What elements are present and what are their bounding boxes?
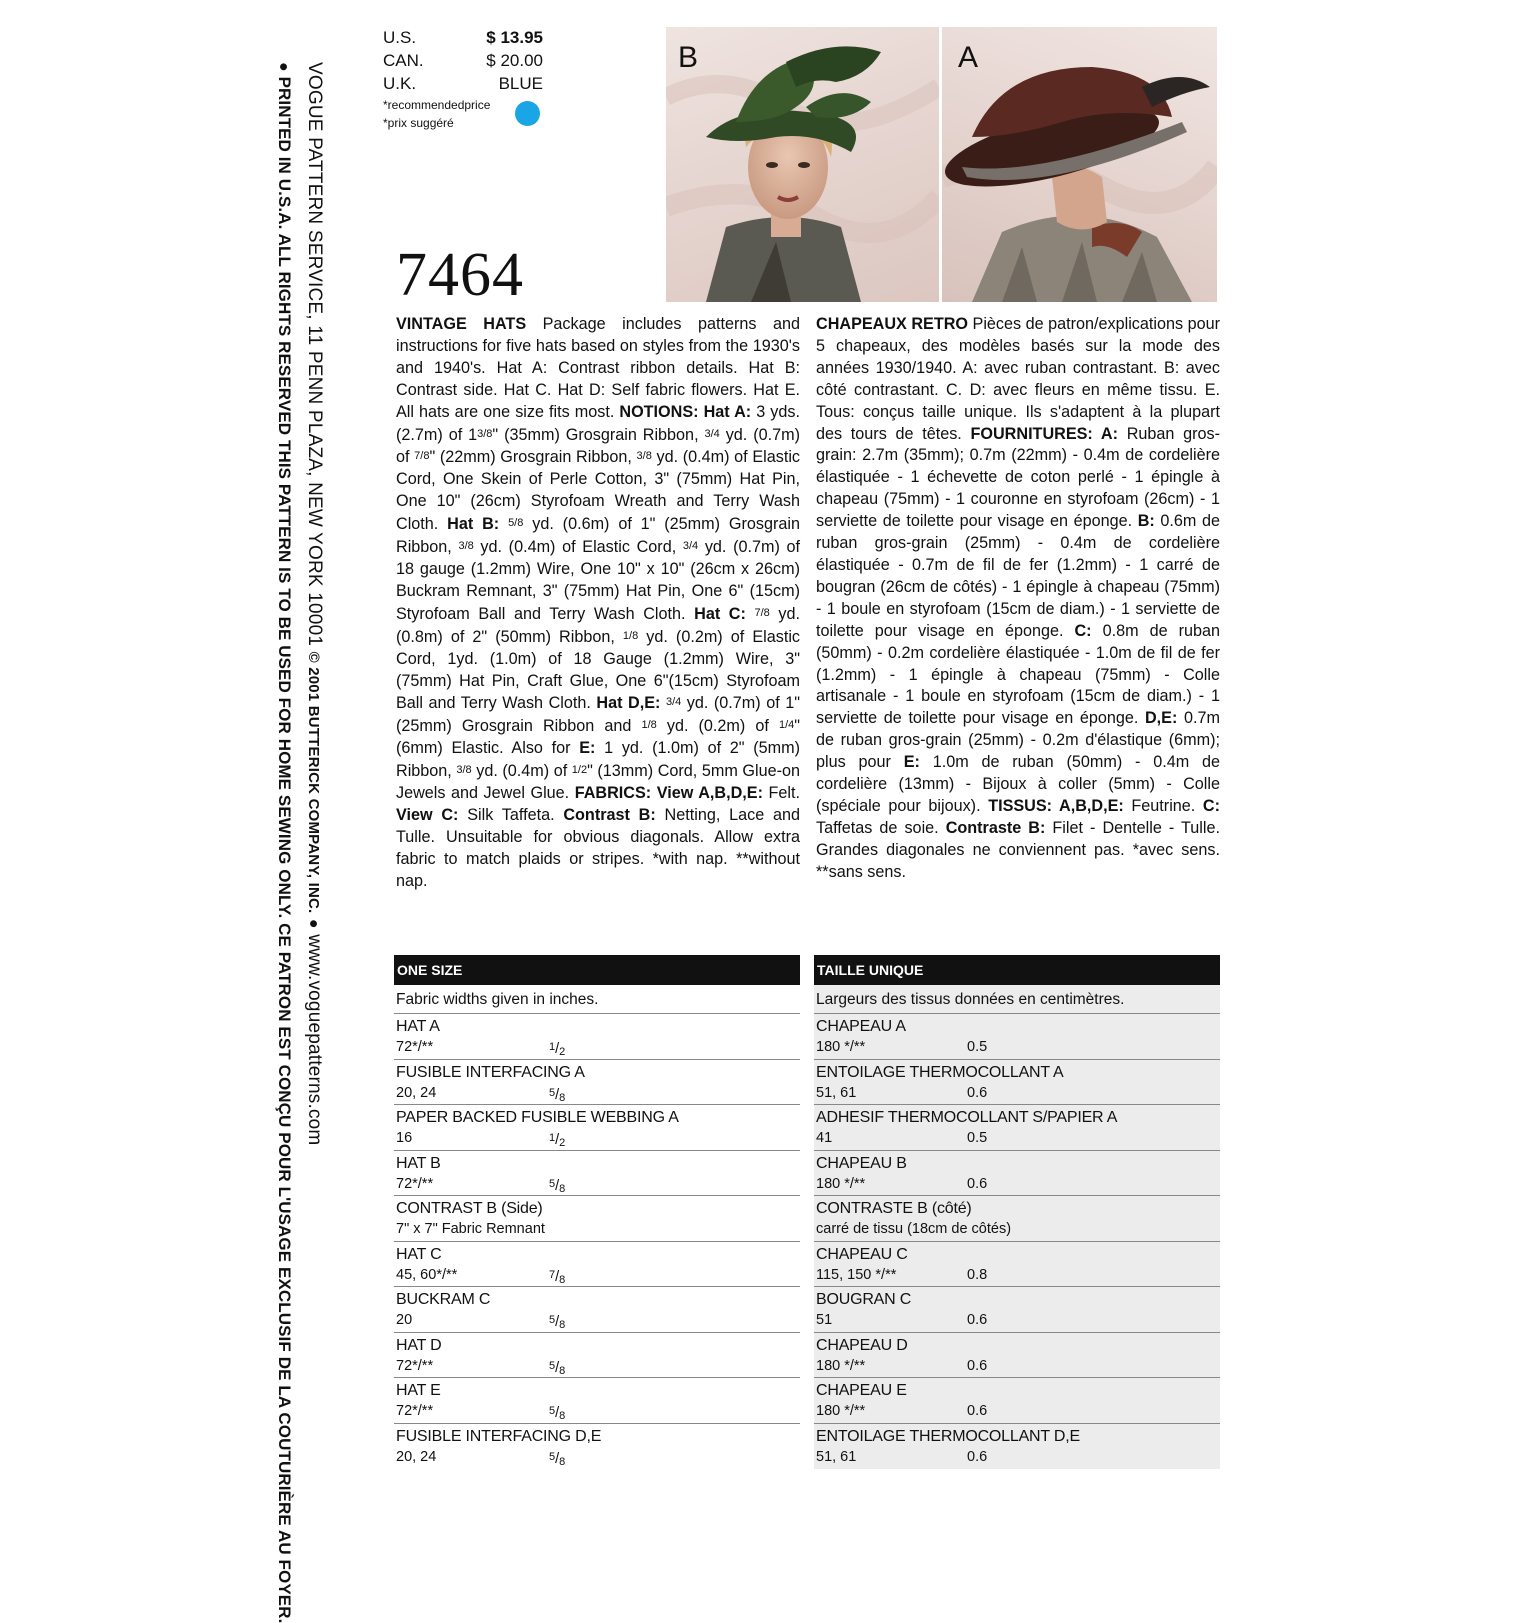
yardage-numerator: 5 (549, 1405, 556, 1417)
row-label: CONTRASTE B (côté) (816, 1200, 972, 1217)
desc-en-text: Silk Taffeta. (458, 805, 564, 824)
row-label: HAT B (396, 1154, 441, 1172)
price-uk-value: BLUE (498, 74, 543, 93)
photo-label-a: A (958, 41, 979, 74)
row-width: carré de tissu (18cm de côtés) (816, 1221, 1012, 1237)
row-label: HAT E (396, 1382, 441, 1399)
row-yardage (549, 1447, 565, 1472)
row-meters: 0.8 (967, 1266, 988, 1283)
desc-fr-e-label: E: (903, 753, 920, 772)
row-meters: 0.6 (967, 1175, 988, 1192)
table-row (394, 1242, 800, 1288)
desc-en-text: " (13mm) Cord, 5mm Glue-on Jewels and Jewel Glue. (396, 762, 800, 803)
desc-en-text: " (35mm) Grosgrain Ribbon, (492, 425, 705, 444)
desc-en-title: VINTAGE HATS (396, 315, 527, 333)
table-row (814, 1333, 1220, 1379)
desc-fr-text: 0.7m de ruban gros-grain (25mm) - 0.2m d'élastique (6mm); plus pour (816, 709, 1220, 772)
row-yardage (549, 1265, 565, 1290)
side-website[interactable]: www.voguepatterns.com (304, 934, 325, 1146)
table-row (814, 1060, 1220, 1106)
table-row (394, 1378, 800, 1424)
price-can-label: CAN. (383, 51, 424, 70)
desc-en-text: Netting, Lace and Tulle. Unsuitable for obvious diagonals. Allow extra fabric to match plaids or stripes. *with nap. **without nap. (396, 805, 800, 890)
table-widths-note: Fabric widths given in inches. (394, 985, 800, 1014)
fraction: 5/8 (508, 517, 524, 530)
description-french (816, 314, 1220, 884)
yardage-denominator: 8 (559, 1273, 566, 1286)
desc-en-notions-label: NOTIONS: (619, 402, 699, 421)
desc-fr-b-label: B: (1137, 512, 1155, 531)
row-yardage (549, 1174, 565, 1199)
desc-en-text: yd. (0.4m) of Elastic Cord, One Skein of Perle Cotton, 3" (75mm) Hat Pin, One 10" (26cm) Styrofoam Wreath and Terry Wash Cloth. (396, 448, 801, 534)
side-copyright: © 2001 BUTTERICK COMPANY, INC. (305, 651, 322, 914)
fraction-slash: / (555, 1086, 560, 1103)
row-label: CHAPEAU A (816, 1018, 906, 1035)
table-row (814, 1151, 1220, 1197)
fraction-slash: / (555, 1405, 560, 1421)
fraction-slash: / (555, 1132, 560, 1148)
description-english (396, 314, 800, 893)
yardage-table-french (814, 955, 1220, 1469)
rights-bullet-icon: ● (275, 62, 292, 72)
price-us-value: $ 13.95 (486, 28, 543, 47)
desc-en-text: yd. (0.7m) of 1" (25mm) Grosgrain Ribbon and (396, 694, 800, 736)
desc-en-hat-c-label: Hat C: (694, 604, 746, 623)
row-width: 20, 24 (396, 1448, 437, 1465)
row-label: PAPER BACKED FUSIBLE WEBBING A (396, 1109, 679, 1126)
row-label: FUSIBLE INTERFACING D,E (396, 1427, 602, 1445)
desc-en-text: yd. (0.8m) of 2" (50mm) Ribbon, (396, 604, 800, 646)
desc-fr-text: Ruban gros-grain: 2.7m (35mm); 0.7m (22mm) - 0.4m de cordelière élastiquée - 1 échevette de coton perlé - 1 épingle à chapeau (75mm) - 1 couronne en styrofoam (26cm) - 1 serviette de toilette pour visage en éponge. (816, 424, 1220, 531)
fraction: 3/8 (458, 540, 474, 553)
price-note-en: *recommendedprice (383, 98, 491, 112)
row-meters: 0.6 (967, 1448, 988, 1465)
yardage-numerator: 5 (549, 1450, 556, 1463)
yardage-numerator: 1 (549, 1041, 556, 1053)
table-row (394, 1196, 800, 1242)
row-label: CHAPEAU B (816, 1154, 907, 1172)
pattern-number: 7464 (396, 241, 524, 309)
side-rights: PRINTED IN U.S.A. ALL RIGHTS RESERVED THIS PATTERN IS TO BE USED FOR HOME SEWING ONLY. CE PATRON EST CONÇU POUR L'USAGE EXCLUSIF DE LA COUTURIÈRE AU FOYER. (275, 76, 294, 1623)
row-label: HAT D (396, 1336, 442, 1354)
row-width: 180 */** (816, 1039, 866, 1055)
table-row (814, 1196, 1220, 1242)
row-label: HAT A (396, 1018, 440, 1035)
yardage-numerator: 1 (549, 1132, 556, 1144)
table-row (814, 1242, 1220, 1288)
desc-fr-contraste-label: Contraste B: (945, 818, 1046, 837)
desc-en-text: Felt. (762, 784, 801, 803)
desc-fr-text: 0.6m de ruban gros-grain (25mm) - 0.4m de cordelière élastiquée - 0.7m de fil de fer (1.2mm) - 1 carré de bougran (26cm de côtés) - 1 épingle à chapeau (75mm) - 1 boule en styrofoam (15cm de diam.) - 1 serviette de toilette pour visage en éponge. (816, 512, 1220, 640)
desc-en-text: 1 yd. (1.0m) of 2" (5mm) Ribbon, (396, 739, 801, 781)
row-label: CHAPEAU E (816, 1382, 907, 1399)
desc-en-text: yd. (0.2m) of Elastic Cord, 1yd. (1.0m) of 18 Gauge (1.2mm) Wire, 3" (75mm) Hat Pin, Craft Glue, One 6"(15cm) Styrofoam Ball and Terry Wash Cloth. (396, 627, 801, 713)
desc-fr-c-label: C: (1074, 621, 1092, 640)
row-width: 180 */** (816, 1357, 866, 1374)
desc-en-intro: Package includes patterns and instructions for five hats based on styles from the 1930's and 1940's. Hat A: Contrast ribbon details. Hat B: Contrast side. Hat C. Hat D: Self fabric flowers. Hat E. All hats are one size fits most. (396, 315, 801, 421)
table-row (814, 1287, 1220, 1333)
table-row (394, 1105, 800, 1151)
desc-en-also-e-label: E: (579, 739, 596, 758)
desc-fr-intro: Pièces de patron/explications pour 5 chapeaux, des modèles basés sur la mode des années 1930/1940. A: avec ruban contrastant. B: avec côté contrastant. C. D: avec fleurs en même tissu. E. Tous: conçus taille unique. Ils s'adaptent à la plupart des tours de têtes. (816, 315, 1220, 443)
desc-fr-c2-label: C: (1202, 796, 1220, 815)
row-meters: 0.6 (967, 1084, 988, 1101)
fraction: 3/8 (477, 427, 493, 440)
desc-en-text: yd. (0.2m) of (656, 717, 779, 736)
yardage-denominator: 2 (559, 1137, 566, 1149)
desc-en-text: yd. (0.6m) of 1" (25mm) Grosgrain Ribbon, (396, 515, 800, 557)
row-width: 45, 60*/** (396, 1266, 458, 1283)
fraction: 7/8 (414, 450, 430, 463)
price-can-value: $ 20.00 (486, 51, 543, 70)
price-note-fr: *prix suggéré (383, 116, 454, 130)
yardage-table-english (394, 955, 800, 1469)
desc-en-text: yd. (0.4m) of Elastic Cord, (473, 538, 683, 557)
row-meters: 0.6 (967, 1312, 988, 1328)
row-width: 16 (396, 1130, 413, 1146)
row-width: 180 */** (816, 1175, 866, 1192)
table-row (394, 1333, 800, 1379)
table-row (814, 1378, 1220, 1424)
desc-en-contrast-b-label: Contrast B: (563, 805, 656, 824)
photo-label-b: B (678, 41, 699, 74)
price-uk-label: U.K. (383, 74, 417, 93)
row-label: FUSIBLE INTERFACING A (396, 1063, 585, 1081)
desc-en-hat-de-label: Hat D,E: (596, 694, 661, 713)
price-color-dot (515, 101, 540, 126)
yardage-denominator: 8 (559, 1364, 566, 1377)
row-width: 51, 61 (816, 1448, 857, 1465)
fraction-slash: / (555, 1450, 560, 1467)
row-yardage (549, 1401, 565, 1426)
desc-en-text: yd. (0.7m) of (396, 425, 800, 467)
yardage-numerator: 7 (549, 1268, 556, 1281)
yardage-denominator: 8 (559, 1319, 566, 1331)
table-row (814, 1014, 1220, 1060)
desc-fr-fournitures-label: FOURNITURES: A: (970, 424, 1118, 443)
side-address: VOGUE PATTERN SERVICE, 11 PENN PLAZA, NEW YORK 10001 (304, 62, 325, 647)
row-width: 72*/** (396, 1175, 434, 1192)
row-yardage (549, 1310, 565, 1335)
row-label: BUCKRAM C (396, 1291, 491, 1308)
table-header: TAILLE UNIQUE (814, 955, 1220, 985)
table-row (394, 1424, 800, 1470)
desc-fr-text: Taffetas de soie. (816, 818, 946, 837)
row-label: BOUGRAN C (816, 1291, 912, 1308)
side-rights-line (264, 62, 304, 1623)
desc-fr-de-label: D,E: (1144, 709, 1178, 728)
fraction: 3/8 (456, 764, 472, 777)
desc-fr-tissus-label: TISSUS: A,B,D,E: (988, 796, 1124, 815)
desc-fr-text: 0.8m de ruban (50mm) - 0.2m cordelière élastiquée - 1.0m de fil de fer (1.2mm) - 1 épingle à chapeau (75mm) - Colle artisanale - 1 boule en styrofoam (15cm de diam.) - 1 serviette de toilette pour visage en éponge. (816, 621, 1220, 728)
side-bullet-icon: ● (305, 918, 322, 929)
fraction: 1/2 (571, 764, 588, 777)
fraction-slash: / (555, 1041, 560, 1057)
yardage-denominator: 8 (559, 1410, 566, 1422)
row-meters: 0.5 (967, 1039, 988, 1055)
row-width: 20 (396, 1312, 413, 1328)
table-row (814, 1105, 1220, 1151)
fraction: 3/4 (704, 427, 720, 440)
table-widths-note: Largeurs des tissus données en centimètres. (814, 985, 1220, 1014)
row-meters: 0.6 (967, 1357, 988, 1374)
desc-fr-text: 1.0m de ruban (50mm) - 0.4m de cordelière (13mm) - Bijoux à coller (5mm) - Colle (spéciale pour bijoux). (816, 753, 1221, 815)
desc-en-hat-b-label: Hat B: (447, 515, 500, 534)
row-width: 180 */** (816, 1403, 866, 1419)
yardage-denominator: 8 (559, 1182, 566, 1195)
desc-fr-title: CHAPEAUX RETRO (816, 315, 969, 333)
yardage-denominator: 8 (559, 1455, 566, 1468)
price-us-label: U.S. (383, 28, 417, 47)
photo-hat-a (942, 27, 1217, 302)
row-label: HAT C (396, 1245, 442, 1263)
yardage-denominator: 2 (559, 1046, 566, 1058)
fraction: 1/8 (641, 719, 657, 732)
table-row (394, 1287, 800, 1333)
desc-en-text: " (6mm) Elastic. Also for (396, 717, 801, 758)
desc-en-text: 3 yds. (2.7m) of 1 (396, 402, 800, 444)
yardage-numerator: 5 (549, 1314, 556, 1326)
fraction-slash: / (555, 1359, 560, 1376)
photo-hat-b (666, 27, 939, 302)
desc-en-hat-a-label: Hat A: (698, 402, 752, 421)
row-label: ENTOILAGE THERMOCOLLANT A (816, 1063, 1064, 1081)
row-yardage (549, 1083, 565, 1108)
row-yardage (549, 1356, 565, 1381)
desc-fr-text: Feutrine. (1123, 796, 1203, 815)
row-width: 7" x 7" Fabric Remnant (396, 1221, 545, 1237)
row-width: 51, 61 (816, 1084, 857, 1101)
desc-fr-text: Filet - Dentelle - Tulle. Grandes diagonales ne conviennent pas. *avec sens. **sans sens. (816, 818, 1220, 881)
desc-en-text: " (22mm) Grosgrain Ribbon, (429, 448, 637, 467)
fraction: 1/4 (778, 719, 795, 732)
yardage-numerator: 5 (549, 1177, 556, 1190)
fraction: 3/4 (682, 540, 699, 553)
row-label: ADHESIF THERMOCOLLANT S/PAPIER A (816, 1109, 1118, 1126)
table-row (814, 1424, 1220, 1470)
row-label: CHAPEAU D (816, 1336, 908, 1354)
hat-b-illustration (666, 27, 939, 302)
row-label: ENTOILAGE THERMOCOLLANT D,E (816, 1427, 1080, 1445)
desc-en-text: yd. (0.4m) of (471, 762, 572, 781)
row-width: 20, 24 (396, 1084, 437, 1101)
yardage-numerator: 5 (549, 1359, 556, 1372)
row-yardage (549, 1037, 565, 1062)
table-row (394, 1014, 800, 1060)
table-row (394, 1151, 800, 1197)
row-meters: 0.5 (967, 1130, 988, 1146)
hat-a-illustration (942, 27, 1217, 302)
row-meters: 0.6 (967, 1403, 988, 1419)
fraction: 3/8 (636, 450, 652, 463)
fraction: 1/8 (622, 629, 639, 642)
row-width: 41 (816, 1130, 833, 1146)
row-label: CONTRAST B (Side) (396, 1200, 543, 1217)
table-row (394, 1060, 800, 1106)
fraction-slash: / (555, 1314, 560, 1330)
row-width: 72*/** (396, 1403, 434, 1419)
desc-en-fabrics-label: FABRICS: View A,B,D,E: (574, 784, 763, 803)
row-width: 72*/** (396, 1039, 434, 1055)
table-header: ONE SIZE (394, 955, 800, 985)
yardage-numerator: 5 (549, 1086, 556, 1099)
fraction: 3/4 (665, 696, 682, 709)
fraction: 7/8 (754, 606, 770, 619)
yardage-denominator: 8 (559, 1091, 566, 1104)
desc-en-view-c-label: View C: (396, 805, 459, 824)
row-label: CHAPEAU C (816, 1245, 908, 1263)
row-width: 72*/** (396, 1357, 434, 1374)
row-yardage (549, 1128, 565, 1153)
row-width: 51 (816, 1312, 833, 1328)
row-width: 115, 150 */** (816, 1266, 897, 1283)
desc-en-text: yd. (0.7m) of 18 gauge (1.2mm) Wire, One 10" x 10" (26cm x 26cm) Buckram Remnant, 3" (75mm) Hat Pin, One 6" (15cm) Styrofoam Ball and Terry Wash Cloth. (396, 538, 801, 623)
fraction-slash: / (555, 1268, 560, 1285)
fraction-slash: / (555, 1177, 560, 1194)
